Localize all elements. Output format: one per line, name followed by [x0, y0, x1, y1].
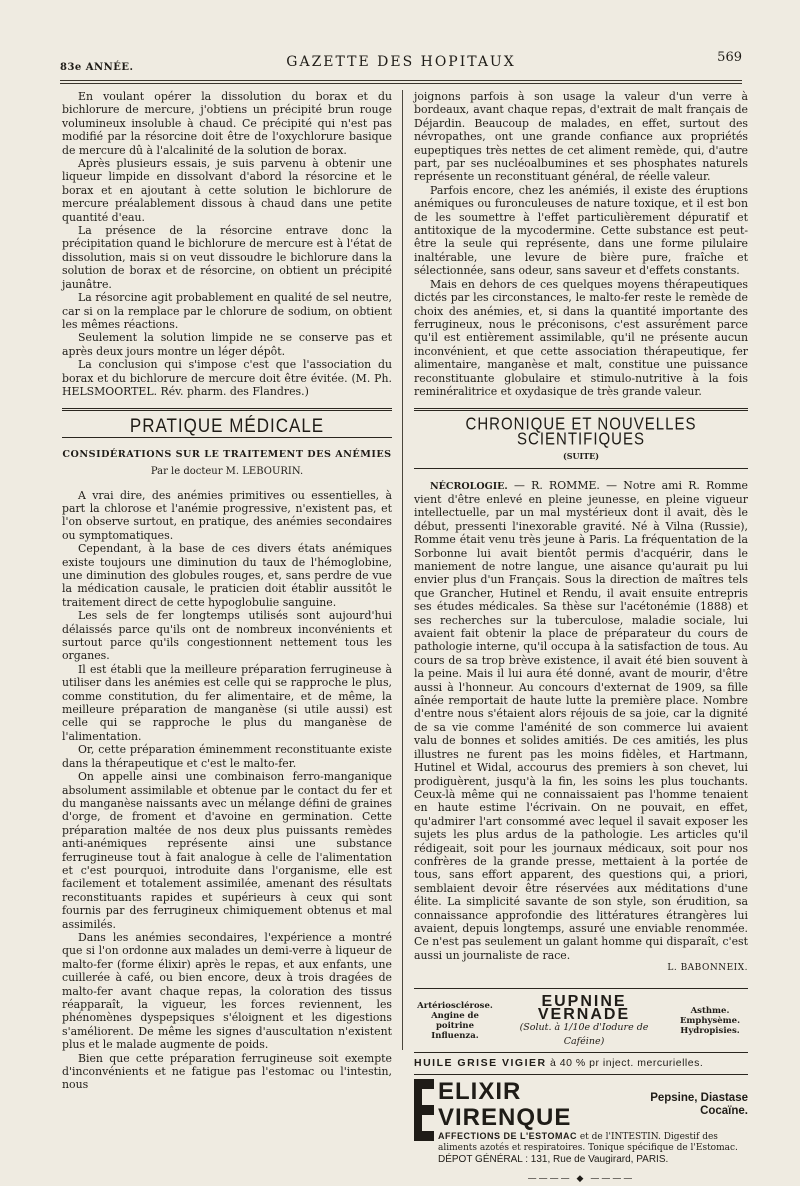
article-title: CONSIDÉRATIONS SUR LE TRAITEMENT DES ANÉMIES: [62, 448, 392, 460]
edition-label: 83e ANNÉE.: [60, 62, 134, 73]
paragraph: On appelle ainsi une combinaison ferro-manganique absolument assimilable et obtenue par le contact du fer et du manganèse naissants avec un mélange défini de graines d'orge, de froment et d'avoine en germination. Cette préparation maltée de nos deux plus puissants remèdes anti-anémiques représente ainsi une substance ferrugineuse tout à fait analogue à celle de l'alimentation et c'est pourquoi, introduite dans l'organisme, elle est facilement et totalement assimilée, amenant des résultats reconstituants rapides et supérieurs à ceux qui sont fournis par des ferrugineux chimiquement obtenus et mal assimilés.: [62, 770, 392, 931]
ad-virenque-letter-e: [414, 1079, 434, 1141]
paragraph: Parfois encore, chez les anémiés, il existe des éruptions anémiques ou furonculeuses de nature toxique, et il est bon de les soumettre à l'effet particulièrement dépuratif et antitoxique de la mycodermine. Cette substance est peut-être la seule qui représente, dans une forme pilulaire inaltérable, une levure de bière pure, fraîche et sélectionnée, sans odeur, sans saveur et d'effets constants.: [414, 183, 748, 278]
ad-eupnine-center: [499, 992, 669, 1049]
ad-eupnine-solution: (Solut. à 1/10e d'Iodure de Caféine): [519, 1022, 649, 1047]
paragraph: En voulant opérer la dissolution du borax et du bichlorure de mercure, j'obtiens un précipité brun rouge volumineux insoluble à chaud. Ce précipité qui n'est pas modifié par la résorcine doit être de l'oxychlorure basique de mercure dû à l'alcalinité de la solution de borax.: [62, 90, 392, 157]
ad-eupnine-brand: EUPNINE VERNADE: [537, 992, 631, 1023]
ad-vigier: [414, 1052, 748, 1073]
paragraph: Seulement la solution limpide ne se conserve pas et après deux jours montre un léger dépôt.: [62, 331, 392, 358]
paragraph: Après plusieurs essais, je suis parvenu à obtenir une liqueur limpide en dissolvant d'abord la résorcine et le borax et en ajoutant à cette solution le bichlorure de mercure préalablement dissous à chaud dans une petite quantité d'eau.: [62, 157, 392, 224]
citation: (M. Ph. HELSMOORTEL. Rév. pharm. des Flandres.): [62, 371, 392, 398]
paragraph: Mais en dehors de ces quelques moyens thérapeutiques dictés par les circonstances, le malto-fer reste le remède de choix des anémies, et, si dans la quantité importante des ferrugineux, nous le préconisons, c'est assurément parce qu'il est entièrement assimilable, qu'il ne présente aucun inconvénient, et que cette association thérapeutique, fer alimentaire, manganèse et malt, constitue une puissance reconstituante globulaire et stimulo-nutritive à la fois reminéralitrice et oxydasique de très grande valeur.: [414, 277, 748, 398]
necro-label: NÉCROLOGIE.: [430, 480, 508, 492]
ornament-divider: ———— ◆ ————: [527, 1173, 635, 1184]
advertisements: [414, 988, 748, 1186]
paragraph: La présence de la résorcine entrave donc la précipitation quand le bichlorure de mercure est à l'état de dissolution, mais si on veut dissoudre le bichlorure dans la solution de borax et de résorcine, on obtient un précipité jaunâtre.: [62, 224, 392, 291]
paragraph: Les sels de fer longtemps utilisés sont aujourd'hui délaissés parce qu'ils ont de nombreux inconvénients et surtout parce qu'ils congestionnent nettement tous les organes.: [62, 609, 392, 663]
ad-virenque-affections: AFFECTIONS DE L'ESTOMAC: [438, 1130, 577, 1141]
ad-virenque-line2: aliments azotés et respiratoires. Tonique spécifique de l'Estomac.: [438, 1142, 738, 1153]
ad-virenque: [414, 1074, 748, 1165]
ad-virenque-brand: ELIXIR VIRENQUE: [438, 1077, 572, 1131]
paragraph-necrologie: NÉCROLOGIE. — R. ROMME. — Notre ami R. Romme vient d'être enlevé en pleine jeunesse, en pleine vigueur intellectuelle, par un mal mystérieux dont il avait, dès le début, pressenti l'inexorable gravité. Né à Vilna (Russie), Romme était venu très jeune à Paris. La fréquentation de la Sorbonne lui avait bientôt permis d'acquérir, dans le maniement de notre langue, une aisance qu'aurait pu lui envier plus d'un Français. Sous la direction de maîtres tels que Grancher, Hutinel et Rendu, il avait ensuite entrepris ses études médicales. Sa thèse sur l'acétonémie (1888) et ses recherches sur la tuberculose, maladie sociale, lui avaient fait obtenir la place de préparateur du cours de pathologie interne, qu'il occupa à la satisfaction de tous. Au cours de sa trop brève existence, il avait été bien souvent à la peine. Mais il lui aura été donné, avant de mourir, d'être aussi à l'honneur. Au concours d'externat de 1909, sa fille aînée remportait de haute lutte la première place. Nombre d'entre nous s'étaient alors réjouis de sa joie, car la dignité de sa vie comme l'aménité de son commerce lui avaient valu de bonnes et solides amitiés. De ces amitiés, les plus illustres ne furent pas les moins fidèles, et Hartmann, Hutinel et Widal, accourus des premiers à son chevet, lui prodiguèrent, jusqu'à la fin, les soins les plus touchants. Ceux-là même qui ne connaissaient pas l'homme tenaient en haute estime l'écrivain. On ne pouvait, en effet, qu'admirer l'art consommé avec lequel il savait exposer les sujets les plus ardus de la pathologie. Les articles qu'il rédigeait, soit pour les journaux médicaux, soit pour nos confrères de la grande presse, mettaient à la portée de tous, sans effort apparent, des questions qui, a priori, semblaient devoir être réservées aux méditations d'une élite. La simplicité savante de son style, son érudition, sa connaissance approfondie des littératures étrangères lui avaient, depuis longtemps, assuré une enviable renommée. Ce n'est pas seulement un galant homme qui disparaît, c'est aussi un journaliste de race.: [414, 478, 748, 962]
ad-virenque-header: [438, 1079, 748, 1131]
section-rule-thin: [62, 437, 392, 438]
ad-virenque-body: [438, 1079, 748, 1165]
ad-vigier-brand: HUILE GRISE VIGIER: [414, 1057, 547, 1070]
column-separator: [402, 90, 403, 1050]
left-column: [62, 90, 392, 1092]
section-rule-thin: [414, 468, 748, 469]
section-rule: [62, 408, 392, 411]
section-rule: [414, 408, 748, 411]
paragraph: Dans les anémies secondaires, l'expérience a montré que si l'on ordonne aux malades un demi-verre à liqueur de malto-fer (forme élixir) après le repas, et aux enfants, une cuillerée à café, ou bien encore, deux à trois dragées de malto-fer avant chaque repas, la coloration des tissus réapparaît, la vigueur, les forces reviennent, les phénomènes dyspepsiques s'éloignent et les digestions s'améliorent. De même les signes d'auscultation n'existent plus et le malade augmente de poids.: [62, 930, 392, 1052]
paragraph: Il est établi que la meilleure préparation ferrugineuse à utiliser dans les anémies est celle qui se rapproche le plus, comme constitution, du fer alimentaire, et de même, la meilleure préparation de manganèse (si utile aussi) est celle qui se rapproche le plus du manganèse de l'alimentation.: [62, 662, 392, 743]
conclusion-text: La conclusion qui s'impose c'est que l'association du borax et du bichlorure de mercure doit être évitée.: [62, 358, 392, 385]
paragraph: joignons parfois à son usage la valeur d'un verre à bordeaux, avant chaque repas, d'extrait de malt français de Déjardin. Beaucoup de malades, en effet, surtout des névropathes, ont une grande confiance aux propriétés eupeptiques très nettes de cet aliment remède, qui, d'autre part, par ses nucléoalbumines et ses phosphates naturels représente un reconstituant général, de réelle valeur.: [414, 90, 748, 184]
paragraph: La résorcine agit probablement en qualité de sel neutre, car si on la remplace par le chlorure de sodium, on obtient les mêmes réactions.: [62, 291, 392, 331]
paragraph-conclusion: [62, 358, 392, 398]
right-column: [414, 90, 748, 1186]
ad-eupnine: [414, 988, 748, 1053]
ad-virenque-address: DÉPOT GÉNÉRAL : 131, Rue de Vaugirard, PARIS.: [438, 1153, 669, 1165]
signature: L. BABONNEIX.: [667, 963, 748, 974]
ad-eupnine-indications: Artériosclérose. Angine de poitrine Influenza.: [417, 1001, 493, 1042]
necro-name: R. ROMME.: [531, 478, 600, 492]
paragraph: Cependant, à la base de ces divers états anémiques existe toujours une diminution du taux de l'hémoglobine, une diminution des globules rouges, et, sans perdre de vue la médication causale, le praticien doit établir aussitôt le traitement direct de cette hypoglobulie sanguine.: [62, 542, 392, 609]
paragraph: A vrai dire, des anémies primitives ou essentielles, à part la chlorose et l'anémie progressive, n'existent pas, et l'on observe surtout, en pratique, des anémies secondaires ou symptomatiques.: [62, 488, 392, 542]
ad-virenque-line1-rest: et de l'INTESTIN. Digestif des: [579, 1131, 718, 1142]
page-header: [60, 50, 742, 80]
ad-virenque-ingredients: Pepsine, Diastase Cocaïne.: [650, 1091, 748, 1117]
header-rule-2: [60, 83, 742, 84]
header-rule: [60, 80, 742, 81]
ad-eupnine-indications-right: Asthme. Emphysème. Hydropisies.: [679, 1006, 741, 1037]
article-byline: Par le docteur M. LEBOURIN.: [150, 466, 304, 478]
page-number: 569: [717, 50, 742, 65]
section-subtitle: (SUITE): [562, 451, 600, 462]
journal-title: GAZETTE DES HOPITAUX: [286, 54, 516, 70]
section-title-chronique: CHRONIQUE ET NOUVELLES SCIENTIFIQUES: [465, 415, 697, 450]
paragraph: Or, cette préparation éminemment reconstituante existe dans la thérapeutique et c'est le malto-fer.: [62, 743, 392, 770]
section-title-pratique: PRATIQUE MÉDICALE: [129, 414, 325, 437]
necro-text: Notre ami R. Romme vient d'être enlevé en pleine jeunesse, en pleine vigueur intellectuelle, par un mal mystérieux dont il avait, dès le début, pressenti l'inexorable gravité. Né à Vilna (Russie), Romme était venu très jeune à Paris. La fréquentation de la Sorbonne lui avait bientôt permis d'acquérir, dans le maniement de notre langue, une aisance qu'aurait pu lui envier plus d'un Français. Sous la direction de maîtres tels que Grancher, Hutinel et Rendu, il avait ensuite entrepris ses études médicales. Sa thèse sur l'acétonémie (1888) et ses recherches sur la tuberculose, maladie sociale, lui avaient fait obtenir la place de préparateur du cours de pathologie interne, qu'il occupa à la satisfaction de tous. Au cours de sa trop brève existence, il avait été bien souvent à la peine. Mais il lui aura été donné, avant de mourir, d'être aussi à l'honneur. Au concours d'externat de 1909, sa fille aînée remportait de haute lutte la première place. Nombre d'entre nous s'étaient alors réjouis de sa joie, car la dignité de sa vie comme l'aménité de son commerce lui avaient valu de bonnes et solides amitiés. De ces amitiés, les plus illustres ne furent pas les moins fidèles, et Hartmann, Hutinel et Widal, accourus des premiers à son chevet, lui prodiguèrent, jusqu'à la fin, les soins les plus touchants. Ceux-là même qui ne connaissaient pas l'homme tenaient en haute estime l'écrivain. On ne pouvait, en effet, qu'admirer l'art consommé avec lequel il savait exposer les sujets les plus ardus de la pathologie. Les articles qu'il rédigeait, soit pour les journaux médicaux, soit pour nos confrères de la grande presse, mettaient à la portée de tous, sans effort apparent, des questions qui, a priori, semblaient devoir être réservées aux méditations d'une élite. La simplicité savante de son style, son érudition, sa connaissance approfondie des littératures étrangères lui avaient, depuis longtemps, assuré une enviable renommée. Ce n'est pas seulement un galant homme qui disparaît, c'est aussi un journaliste de race.: [414, 478, 748, 962]
ad-virenque-line1: [438, 1131, 748, 1143]
ad-vigier-text: à 40 % pr inject. mercurielles.: [550, 1057, 704, 1070]
paragraph: Bien que cette préparation ferrugineuse soit exempte d'inconvénients et ne fatigue pas l'estomac ou l'intestin, nous: [62, 1051, 392, 1092]
